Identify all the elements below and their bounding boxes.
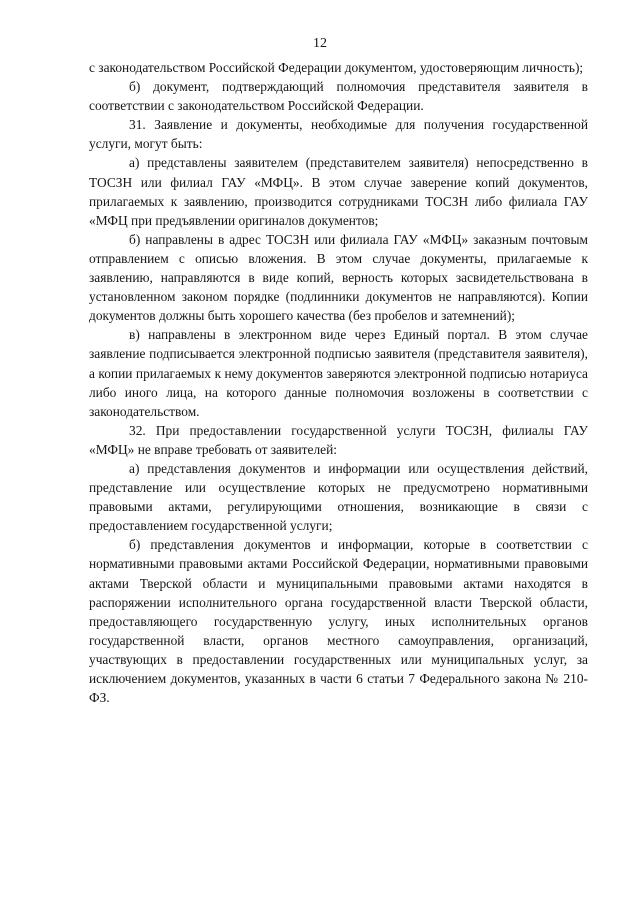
paragraph-clause-32: 32. При предоставлении государственной услуги ТОСЗН, филиалы ГАУ «МФЦ» не вправе требовать от заявителей: [89, 422, 588, 457]
paragraph-clause-31: 31. Заявление и документы, необходимые для получения государственной услуги, могут быть: [89, 117, 588, 152]
paragraph-clause-31-b: б) направлены в адрес ТОСЗН или филиала ГАУ «МФЦ» заказным почтовым отправлением с описью вложения. В этом случае документы, прилагаемые к заявлению, направляются в виде копий, верность которых засвидетельствована в установленном законом порядке (подлинники документов не направляются). Копии документов должны быть хорошего качества (без пробелов и затемнений); [89, 231, 588, 324]
paragraph-clause-32-b: б) представления документов и информации, которые в соответствии с нормативными правовыми актами Российской Федерации, нормативными правовыми актами Тверской области и муниципальными правовыми актами находятся в распоряжении исполнительного органа государственной власти Тверской области, предоставляющего государственную услугу, иных исполнительных органов государственной власти, органов местного самоуправления, организаций, участвующих в предоставлении государственных или муниципальных услуг, за исключением документов, указанных в части 6 статьи 7 Федерального закона № 210-ФЗ. [89, 537, 588, 706]
page-number: 12 [313, 36, 327, 51]
paragraph-clause-32-a: а) представления документов и информации или осуществления действий, представление или осуществление которых не предусмотрено нормативными правовыми актами, регулирующими отношения, возникающие в связи с предоставлением государственной услуги; [89, 460, 588, 534]
paragraph-clause-31-a: а) представлены заявителем (представителем заявителя) непосредственно в ТОСЗН или филиал ГАУ «МФЦ». В этом случае заверение копий документов, прилагаемых к заявлению, производится сотрудниками ТОСЗН либо филиала ГАУ «МФЦ при предъявлении оригиналов документов; [89, 155, 588, 228]
paragraph-continuation-identity-document: с законодательством Российской Федерации документом, удостоверяющим личность); [89, 60, 584, 75]
paragraph-clause-31-v: в) направлены в электронном виде через Единый портал. В этом случае заявление подписывается электронной подписью заявителя (представителя заявителя), а копии прилагаемых к нему документов заверяются электронной подписью нотариуса либо иного лица, на которого данные полномочия возложены в соответствии с законодательством. [89, 327, 588, 419]
document-body [89, 58, 588, 707]
paragraph-representative-authority-document: б) документ, подтверждающий полномочия представителя заявителя в соответствии с законодательством Российской Федерации. [89, 79, 588, 114]
